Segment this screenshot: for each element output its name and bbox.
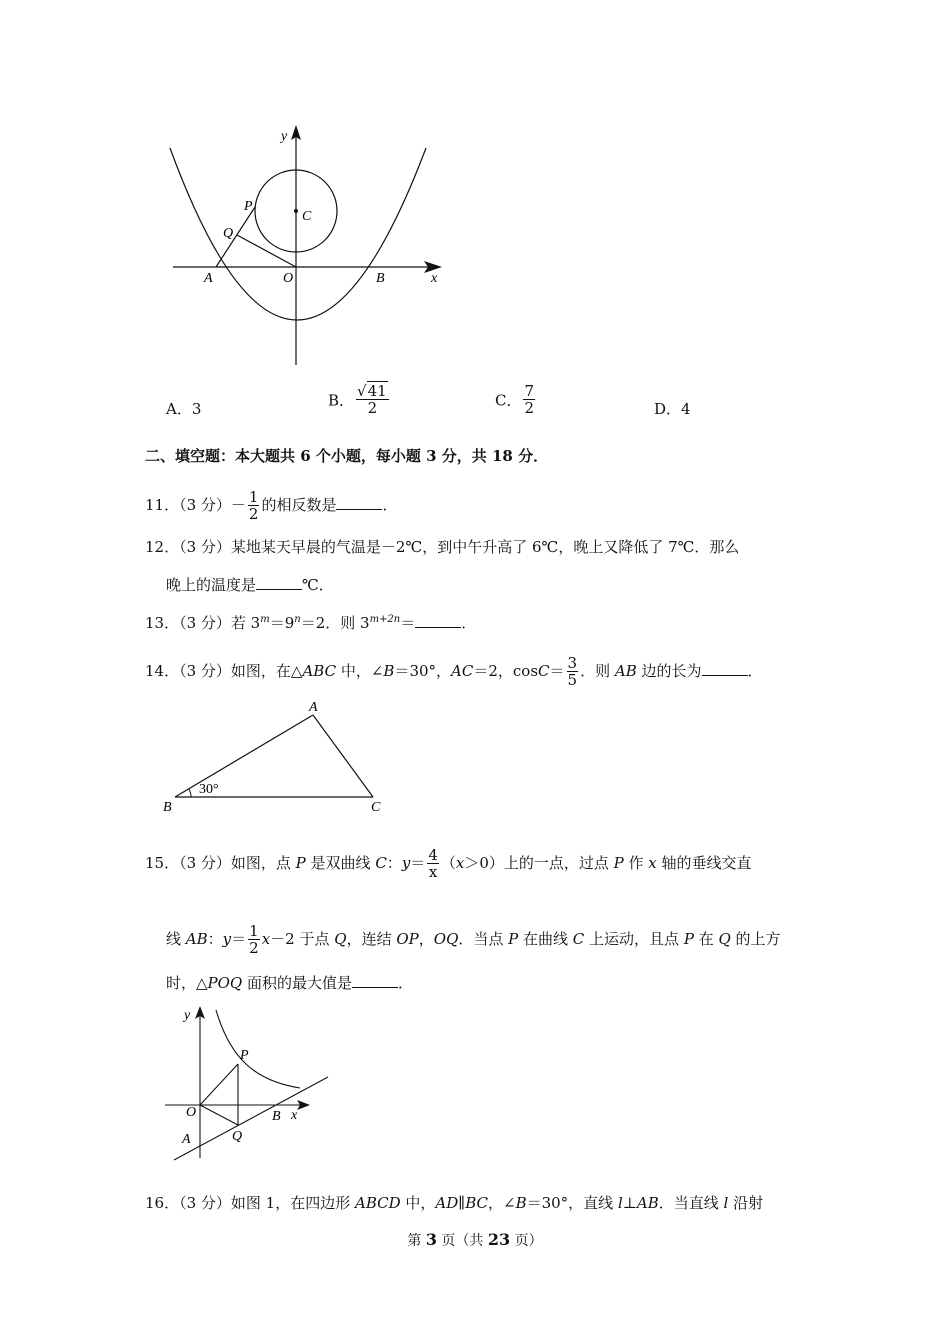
choice-c: [495, 384, 537, 416]
question-14: [145, 656, 763, 688]
q12-pre: 晚上的温度是: [166, 576, 257, 594]
q13-sup-n: n: [294, 614, 301, 625]
label-p-2: P: [240, 1048, 249, 1063]
q15-l1-mid: 是双曲线: [305, 854, 376, 872]
q14-mid3: ＝2，cos: [473, 662, 539, 680]
q11-answer-blank[interactable]: [336, 495, 382, 510]
choice-a: A．3: [166, 400, 202, 418]
q16-perp: ⊥: [622, 1194, 637, 1212]
q15-l2-rest4: 在曲线: [518, 930, 573, 948]
label-c: C: [302, 209, 312, 224]
q13-end: ．: [461, 614, 477, 632]
choice-c-fraction: [523, 384, 535, 416]
q14-mid6: 边的长为: [636, 662, 702, 680]
q14-mid4: ＝: [549, 662, 565, 680]
question-15-line-1: [145, 848, 752, 880]
question-11: [145, 490, 398, 522]
q16-end2: 沿射: [728, 1194, 764, 1212]
q15-p-2: P: [613, 854, 624, 872]
q15-poq: POQ: [207, 974, 243, 992]
q15-op: OP: [396, 930, 419, 948]
choice-c-prefix: C．: [495, 391, 522, 410]
label-b-tri: B: [163, 800, 172, 815]
angle-label-30: 30°: [199, 782, 219, 797]
q14-frac-num: 3: [567, 654, 578, 672]
q14-ac: AC: [451, 662, 474, 680]
q13-answer-blank[interactable]: [415, 613, 461, 628]
footer-mid: 页（共: [436, 1233, 488, 1249]
q15-answer-blank[interactable]: [352, 973, 398, 988]
q15-fraction-1: [427, 848, 439, 880]
q14-answer-blank[interactable]: [702, 661, 748, 676]
q11-fraction: [248, 490, 260, 522]
choice-c-den: 2: [524, 399, 535, 417]
choice-b-fraction: [356, 384, 389, 416]
label-a: A: [204, 271, 213, 286]
q15-frac1-den: x: [428, 863, 438, 881]
q15-fraction-2: [248, 924, 260, 956]
q15-frac1-num: 4: [428, 846, 438, 864]
q16-end: ．当直线: [658, 1194, 724, 1212]
q15-eq-1: ＝: [410, 854, 426, 872]
choice-b: [328, 384, 391, 416]
q15-l2-rest5: 上运动，且点: [584, 930, 684, 948]
label-y-2: y: [184, 1008, 191, 1023]
triangle-figure: [155, 695, 395, 820]
q15-l2-rest6: 在: [693, 930, 719, 948]
q15-paren-open: （: [440, 854, 456, 872]
angle-arc-b: [189, 789, 191, 797]
q15-l2-colon: ：: [207, 930, 223, 948]
q13-eq3: ＝: [400, 614, 416, 632]
q11-frac-den: 2: [248, 505, 259, 523]
q12-answer-blank[interactable]: [256, 575, 302, 590]
q15-l2-comma: ，: [418, 930, 434, 948]
q15-l2-end: 的上方: [730, 930, 781, 948]
page-footer: [0, 1230, 950, 1250]
q15-l2-rest2: ，连结: [346, 930, 397, 948]
choice-b-den: 2: [367, 399, 378, 417]
center-point-c: [294, 209, 298, 213]
q14-mid5: ．则: [580, 662, 615, 680]
q11-text: 的相反数是: [261, 496, 337, 514]
parabola-curve: [170, 148, 426, 320]
q15-l1-pre: 15．（3 分）如图，点: [145, 854, 296, 872]
q14-fraction: [567, 656, 579, 688]
q15-frac2-den: 2: [249, 939, 259, 957]
q13-pre: 13．（3 分）若 3: [145, 614, 261, 632]
q15-l1-mid3: 作: [623, 854, 649, 872]
label-a-tri: A: [309, 700, 318, 715]
q15-l1-end: 轴的垂线交直: [656, 854, 752, 872]
q15-l1-colon: ：: [386, 854, 402, 872]
q14-abc: ABC: [302, 662, 337, 680]
q16-abcd: ABCD: [354, 1194, 401, 1212]
choice-d: D．4: [654, 400, 691, 418]
q15-l3-end: ．: [398, 974, 414, 992]
section-2-title: 二、填空题：本大题共 6 个小题，每小题 3 分，共 18 分．: [145, 447, 549, 465]
question-12-line-1: 12．（3 分）某地某天早晨的气温是－2℃，到中午升高了 6℃，晚上又降低了 7℃．那么: [145, 538, 740, 556]
q15-frac2-num: 1: [249, 922, 259, 940]
line-ab: [174, 1077, 328, 1160]
segment-ap: [216, 207, 255, 267]
choice-b-radicand: 41: [367, 382, 387, 400]
q15-p-4: P: [683, 930, 694, 948]
q15-x-2: x: [648, 854, 657, 872]
label-b: B: [376, 271, 385, 286]
q16-bc: BC: [465, 1194, 488, 1212]
q13-sup-m: m: [260, 614, 270, 625]
q15-x-1: x: [455, 854, 465, 872]
label-o: O: [283, 271, 294, 286]
q11-number: 11．（3 分）: [145, 496, 231, 514]
q16-ad: AD: [435, 1194, 459, 1212]
q15-c-2: C: [572, 930, 585, 948]
label-x-2: x: [291, 1108, 298, 1123]
footer-page-number: 3: [425, 1230, 437, 1249]
q15-y-2: y: [222, 930, 232, 948]
q13-sup-exp: m+2n: [369, 614, 401, 625]
q15-l3-post: 面积的最大值是: [242, 974, 353, 992]
footer-total-pages: 23: [487, 1230, 511, 1249]
q15-p-1: P: [295, 854, 306, 872]
q14-ab: AB: [614, 662, 637, 680]
q15-ab: AB: [185, 930, 208, 948]
q14-c: C: [538, 662, 550, 680]
q16-l-2: l: [723, 1194, 729, 1212]
q15-l2-rest3: ．当点: [458, 930, 509, 948]
q13-eq2: ＝2．则 3: [300, 614, 370, 632]
q13-eq1: ＝9: [269, 614, 295, 632]
q16-mid3: ＝30°，直线: [526, 1194, 618, 1212]
label-q: Q: [223, 226, 234, 241]
segment-op: [200, 1064, 238, 1105]
q15-y-1: y: [401, 854, 411, 872]
question-15-line-2: [166, 924, 781, 956]
q15-l2-pre: 线: [166, 930, 186, 948]
label-a-2: A: [182, 1132, 191, 1147]
hyperbola-curve: [216, 1010, 300, 1088]
q15-p-3: P: [508, 930, 519, 948]
q14-end: ．: [747, 662, 763, 680]
q16-pre: 16．（3 分）如图 1，在四边形: [145, 1194, 355, 1212]
q15-c-1: C: [375, 854, 387, 872]
q15-l3-pre: 时，△: [166, 974, 208, 992]
q11-end: ．: [382, 496, 398, 514]
sqrt-sign: √: [357, 382, 367, 400]
label-o-2: O: [186, 1105, 197, 1120]
q16-l-1: l: [617, 1194, 623, 1212]
q15-x-3: x: [261, 930, 271, 948]
q15-paren-rest: ＞0）上的一点，过点: [464, 854, 614, 872]
q14-frac-den: 5: [567, 671, 578, 689]
q15-q-1: Q: [334, 930, 347, 948]
q12-post: ℃．: [302, 576, 334, 594]
q15-q-2: Q: [718, 930, 731, 948]
segment-ac: [313, 715, 373, 797]
question-15-line-3: [166, 973, 413, 993]
q16-mid2: ，∠: [487, 1194, 516, 1212]
question-16: [145, 1193, 763, 1213]
choice-c-num: 7: [524, 382, 535, 400]
label-x: x: [431, 271, 438, 286]
label-b-2: B: [272, 1109, 281, 1124]
q14-b: B: [383, 662, 395, 680]
label-q-2: Q: [232, 1129, 243, 1144]
label-y: y: [281, 129, 288, 144]
q15-eq-2: ＝: [231, 930, 247, 948]
q14-mid1: 中，∠: [336, 662, 384, 680]
q16-parallel: ∥: [458, 1194, 466, 1212]
segment-ba: [175, 715, 313, 797]
q14-pre: 14．（3 分）如图，在△: [145, 662, 303, 680]
hyperbola-figure: [160, 1003, 340, 1163]
q16-b: B: [515, 1194, 527, 1212]
footer-pre: 第: [407, 1233, 426, 1249]
label-p: P: [244, 199, 253, 214]
label-c-tri: C: [371, 800, 381, 815]
q15-l2-rest1: －2 于点: [270, 930, 335, 948]
q16-ab: AB: [636, 1194, 659, 1212]
q16-mid1: 中，: [400, 1194, 436, 1212]
q11-frac-num: 1: [248, 488, 259, 506]
parabola-circle-figure: [160, 120, 460, 380]
question-13: [145, 610, 476, 633]
footer-post: 页）: [510, 1233, 543, 1249]
q14-mid2: ＝30°，: [394, 662, 452, 680]
segment-oq: [200, 1105, 238, 1125]
q11-minus: －: [230, 496, 246, 514]
q15-oq: OQ: [433, 930, 459, 948]
question-12-line-2: [166, 575, 334, 595]
choice-b-prefix: B．: [328, 391, 355, 410]
